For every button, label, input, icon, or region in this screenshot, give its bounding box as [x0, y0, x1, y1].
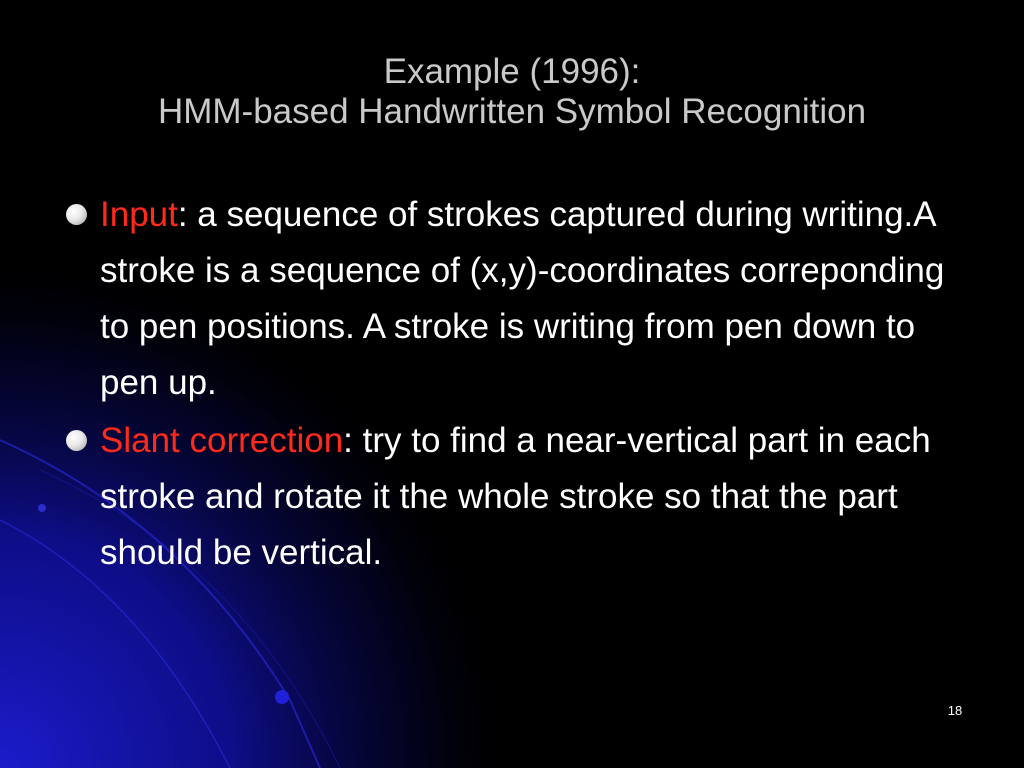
bullet-item-slant-correction	[62, 413, 962, 581]
title-line-2: HMM-based Handwritten Symbol Recognition	[157, 92, 867, 131]
bullet-list	[62, 187, 962, 583]
decorative-dot	[275, 690, 289, 704]
page-number: 18	[947, 703, 963, 718]
bullet-keyword: Input	[100, 195, 178, 234]
bullet-icon	[66, 204, 87, 225]
bullet-icon	[66, 430, 87, 451]
slide-title	[0, 52, 1024, 132]
bullet-text: : a sequence of strokes captured during writing.A stroke is a sequence of (x,y)-coordinates correponding to pen positions. A stroke is writing from pen down to pen up.	[100, 195, 945, 402]
title-line-1: Example (1996):	[383, 52, 641, 91]
bullet-text: : try to find a near-vertical part in each stroke and rotate it the whole stroke so that the part should be vertical.	[100, 421, 931, 572]
bullet-item-input	[62, 187, 962, 411]
bullet-keyword: Slant correction	[100, 421, 344, 460]
decorative-dot	[38, 504, 46, 512]
